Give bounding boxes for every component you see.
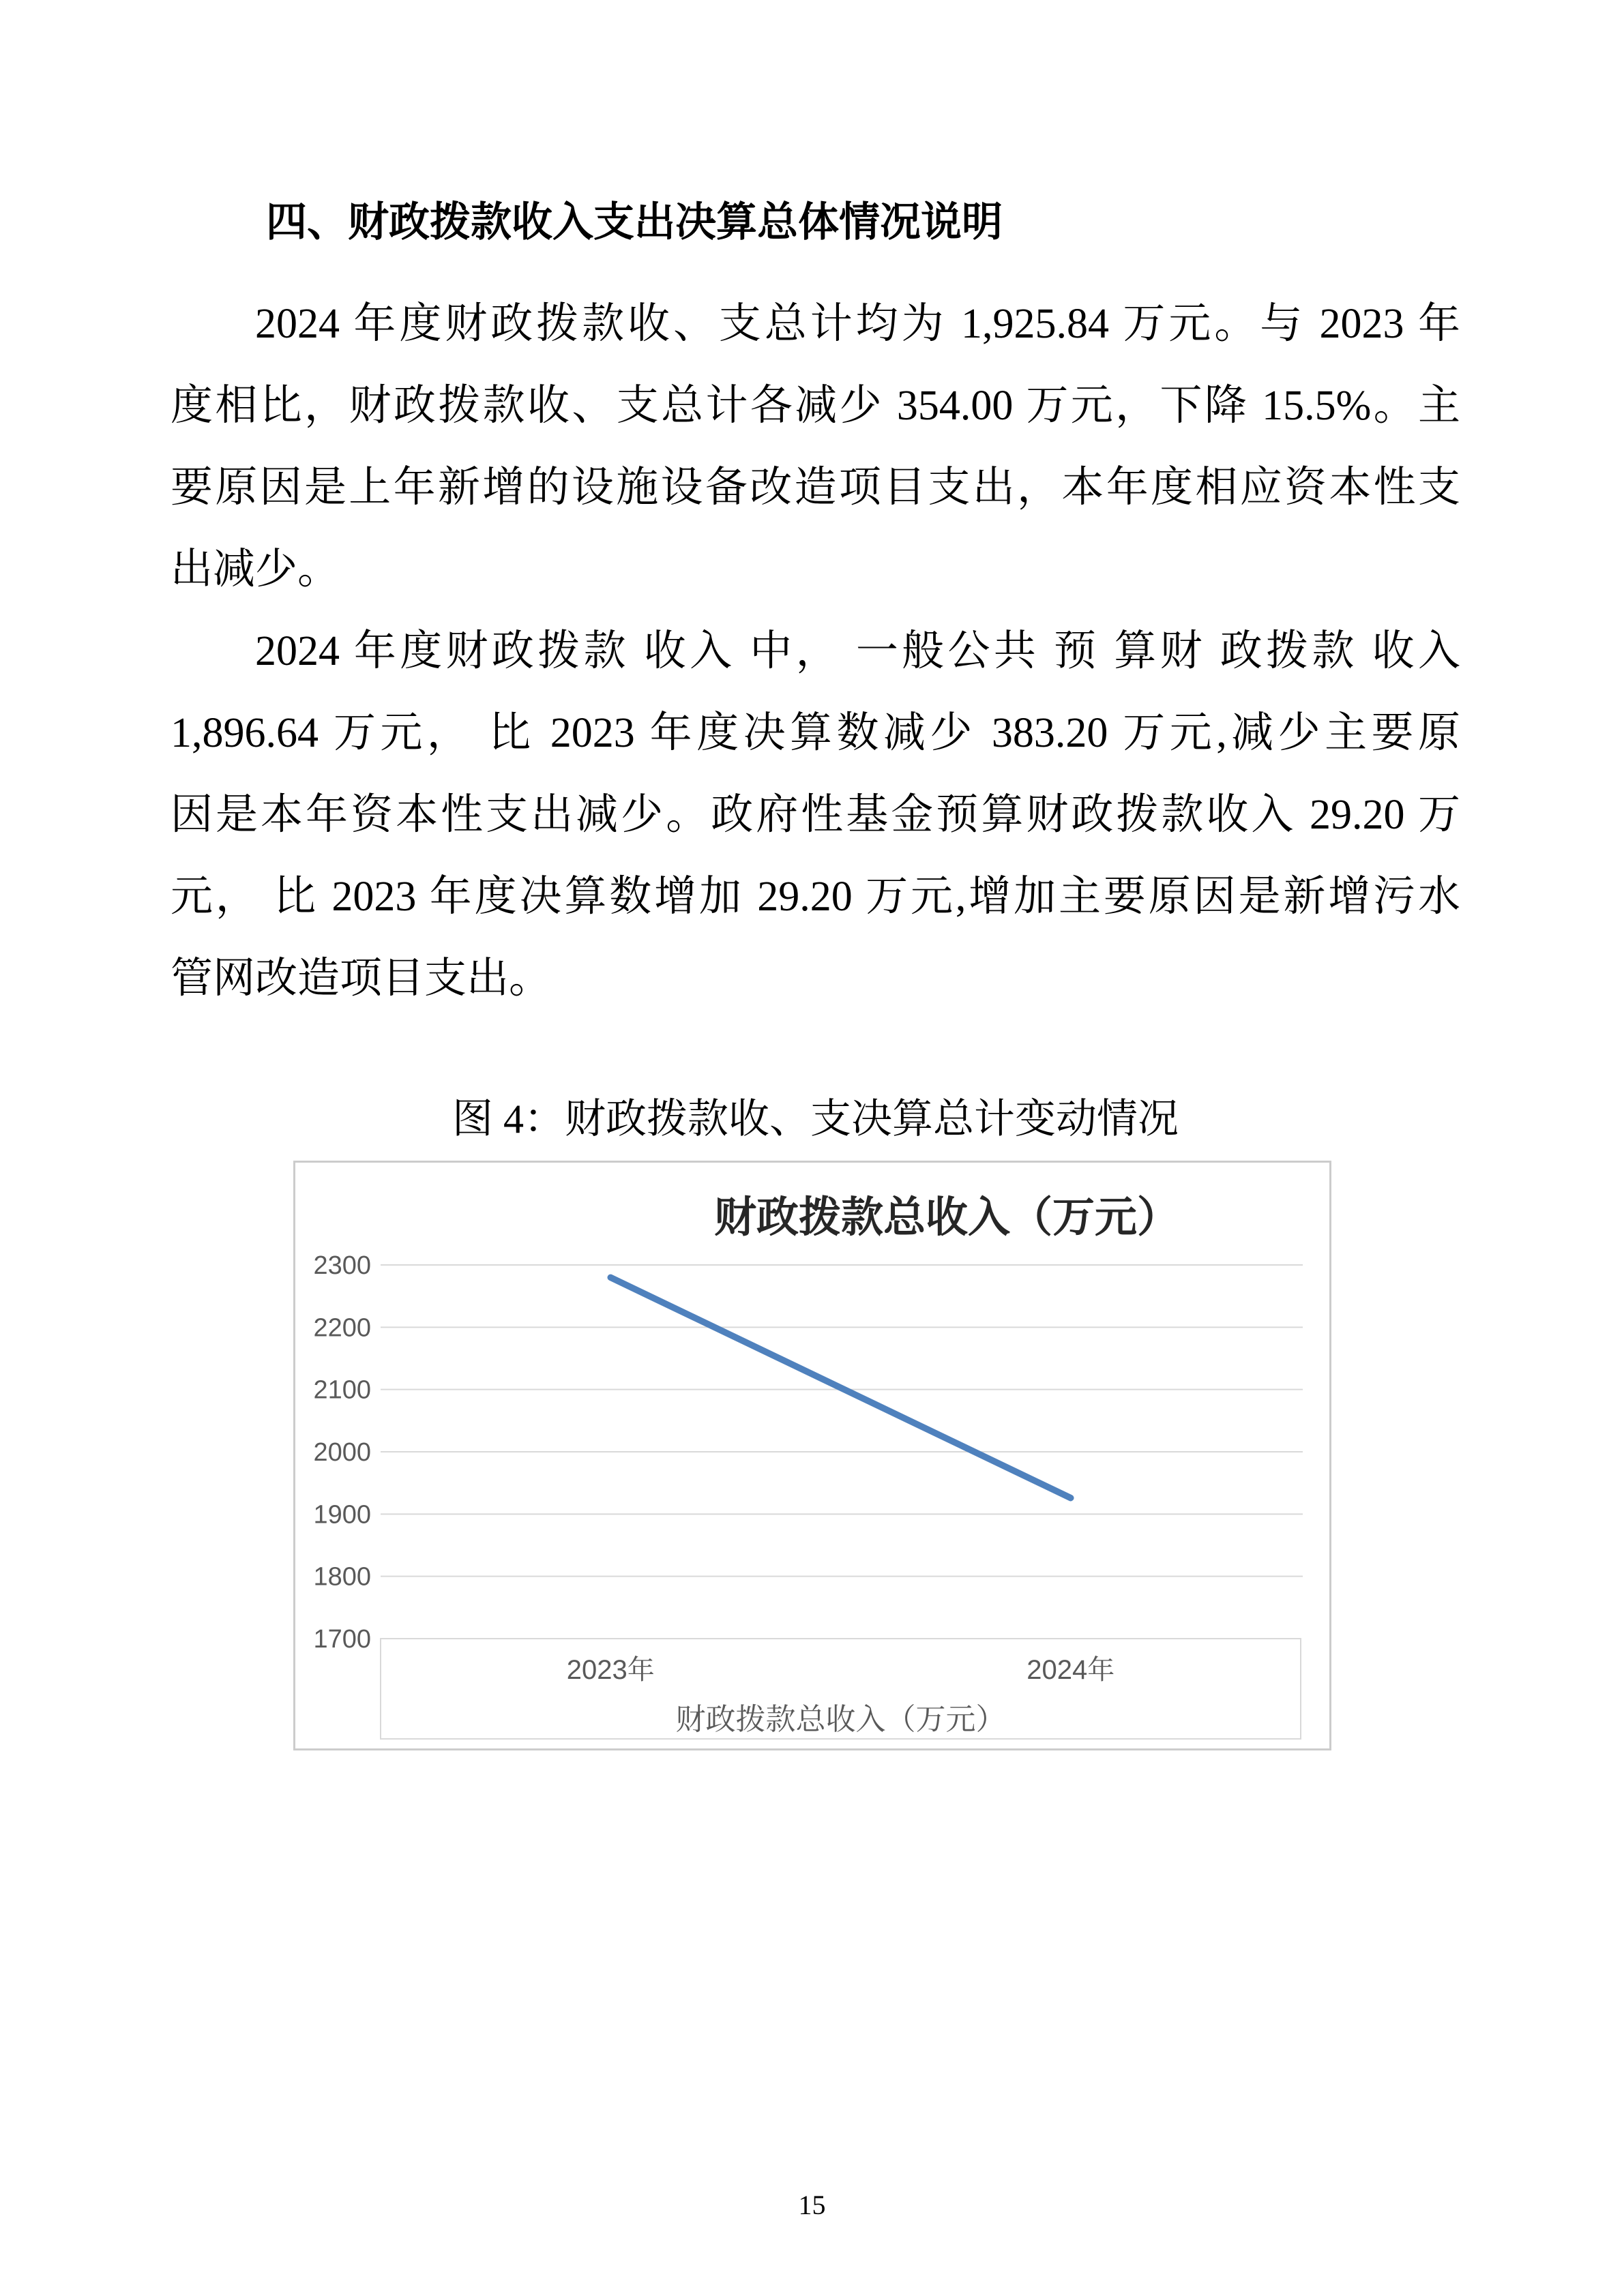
legend-label: 财政拨款总收入（万元） [675, 1703, 1006, 1736]
body-line: 元， 比 2023 年度决算数增加 29.20 万元,增加主要原因是新增污水 [171, 874, 1460, 920]
y-tick-label: 1800 [313, 1562, 371, 1592]
x-category-label: 2024年 [1027, 1655, 1115, 1685]
y-tick-label: 2300 [313, 1251, 371, 1280]
body-line: 要原因是上年新增的设施设备改造项目支出，本年度相应资本性支 [171, 464, 1460, 511]
chart-frame [295, 1162, 1331, 1750]
body-line: 管网改造项目支出。 [171, 955, 552, 1002]
body-paragraphs [171, 283, 1460, 1019]
line-chart-svg [293, 1161, 1331, 1750]
body-line: 1,896.64 万元， 比 2023 年度决算数减少 383.20 万元,减少主要原 [171, 710, 1460, 756]
y-tick-label: 2200 [313, 1313, 371, 1343]
line-chart-figure [293, 1161, 1331, 1750]
y-tick-label: 1900 [313, 1500, 371, 1530]
body-line: 度相比，财政拨款收、支总计各减少 354.00 万元，下降 15.5%。主 [171, 383, 1460, 429]
y-tick-label: 2100 [313, 1375, 371, 1405]
x-category-label: 2023年 [566, 1655, 655, 1685]
body-line: 2024 年度财政拨款 收入 中， 一般公共 预 算财 政拨款 收入 [255, 628, 1460, 674]
y-tick-label: 1700 [313, 1625, 371, 1654]
figure-caption: 图 4：财政拨款收、支决算总计变动情况 [452, 1097, 1179, 1142]
page-number: 15 [798, 2190, 826, 2220]
body-line: 出减少。 [171, 546, 340, 593]
chart-title: 财政拨款总收入（万元） [713, 1194, 1180, 1241]
y-tick-label: 2000 [313, 1438, 371, 1467]
body-line: 因是本年资本性支出减少。政府性基金预算财政拨款收入 29.20 万 [171, 792, 1460, 838]
body-line: 2024 年度财政拨款收、支总计均为 1,925.84 万元。与 2023 年 [255, 301, 1460, 347]
section-heading: 四、财政拨款收入支出决算总体情况说明 [266, 199, 1003, 245]
